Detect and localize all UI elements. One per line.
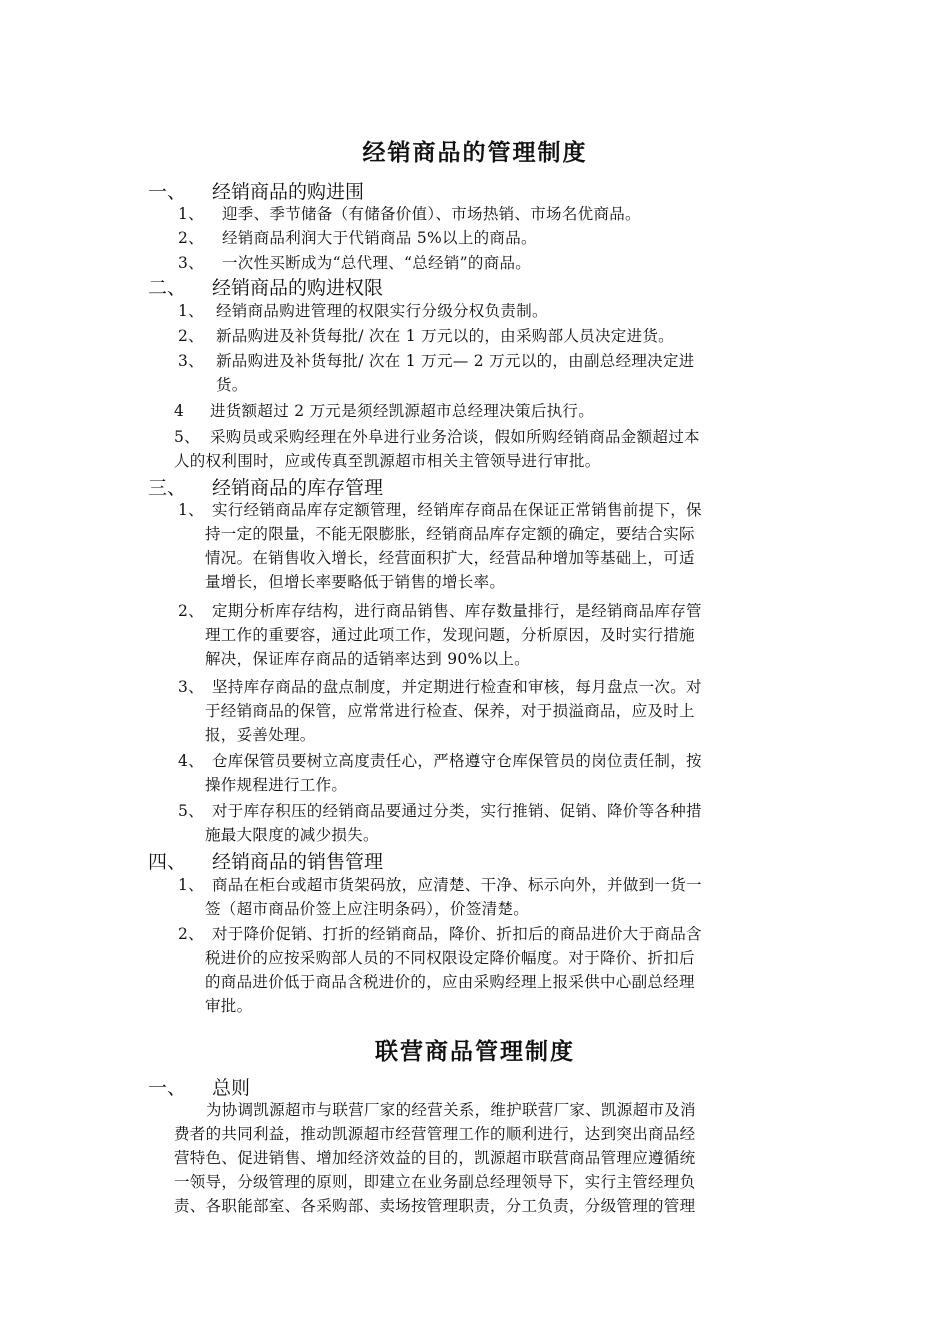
item-text: 于经销商品的保管，应常常进行检查、保养，对于损溢商品，应及时上 (205, 702, 695, 720)
item-text: 经销商品利润大于代销商品 5%以上的商品。 (222, 229, 537, 247)
doc-title-jingxiao: 经销商品的管理制度 (362, 139, 588, 166)
item-text: 新品购进及补货每批/ 次在 1 万元以的，由采购部人员决定进货。 (216, 327, 674, 345)
doc-title-lianying: 联营商品管理制度 (375, 1038, 575, 1065)
item-text: 的商品进价低于商品含税进价的，应由采购经理上报采供中心副总经理 (205, 973, 695, 991)
item-text: 商品在柜台或超市货架码放，应清楚、干净、标示向外，并做到一货一 (212, 876, 702, 894)
item-number: 2、 (178, 602, 204, 620)
section-number: 二、 (148, 277, 187, 299)
item-number: 1、 (178, 501, 204, 519)
list-item (178, 202, 641, 226)
section-heading-3 (148, 473, 383, 500)
item-text: 理工作的重要容，通过此项工作，发现问题，分析原因，及时实行措施 (205, 626, 695, 644)
item-number: 1、 (178, 302, 204, 320)
item-number: 1、 (178, 205, 204, 223)
section-heading-4 (148, 847, 383, 874)
item-number: 5、 (178, 802, 204, 820)
item-text: 货。 (216, 376, 248, 394)
list-item (178, 675, 702, 747)
item-text: 持一定的限量，不能无限膨胀，经销商品库存定额的确定，要结合实际 (205, 525, 695, 543)
section-title: 经销商品的购进权限 (212, 277, 384, 299)
item-text: 人的权利围时，应或传真至凯源超市相关主管领导进行审批。 (174, 452, 601, 470)
paragraph-line: 一领导，分级管理的原则，即建立在业务副总经理领导下，实行主管经理负 (174, 1173, 696, 1191)
item-text: 报，妥善处理。 (205, 726, 316, 744)
item-text: 定期分析库存结构，进行商品销售、库存数量排行，是经销商品库存管 (212, 602, 702, 620)
item-number: 5、 (174, 428, 200, 446)
section-number: 一、 (148, 1077, 187, 1099)
item-text: 量增长，但增长率要略低于销售的增长率。 (205, 573, 506, 591)
item-text: 解决，保证库存商品的适销率达到 90%以上。 (205, 650, 530, 668)
list-item (174, 425, 700, 473)
item-text: 新品购进及补货每批/ 次在 1 万元— 2 万元以的，由副总经理决定进 (216, 352, 695, 370)
section-title: 经销商品的库存管理 (212, 477, 384, 499)
item-text: 采购员或采购经理在外阜进行业务洽谈，假如所购经销商品金额超过本 (210, 428, 700, 446)
section-heading-general (148, 1073, 250, 1100)
paragraph-line: 营特色、促进销售、增加经济效益的目的，凯源超市联营商品管理应遵循统 (174, 1149, 696, 1167)
list-item (178, 498, 702, 594)
item-text: 税进价的应按采购部人员的不同权限设定降价幅度。对于降价、折扣后 (205, 949, 695, 967)
paragraph-line: 为协调凯源超市与联营厂家的经营关系，维护联营厂家、凯源超市及消 (206, 1101, 696, 1119)
list-item (174, 399, 594, 423)
list-item (178, 324, 674, 348)
list-item (178, 226, 537, 250)
section-heading-1 (148, 177, 364, 204)
item-number: 3、 (178, 254, 204, 272)
item-text: 施最大限度的减少损失。 (205, 826, 379, 844)
list-item (178, 749, 702, 797)
list-item (178, 349, 695, 397)
list-item (178, 599, 702, 671)
section-number: 一、 (148, 181, 187, 203)
item-number: 1、 (178, 876, 204, 894)
item-text: 实行经销商品库存定额管理，经销库存商品在保证正常销售前提下，保 (212, 501, 702, 519)
section-heading-2 (148, 273, 383, 300)
section-title: 经销商品的销售管理 (212, 851, 384, 873)
item-text: 操作规程进行工作。 (205, 776, 348, 794)
item-text: 情况。在销售收入增长，经营面积扩大，经营品种增加等基础上，可适 (205, 549, 695, 567)
item-text: 经销商品购进管理的权限实行分级分权负责制。 (216, 302, 548, 320)
section-number: 四、 (148, 851, 187, 873)
item-number: 3、 (178, 352, 204, 370)
paragraph-line: 费者的共同利益，推动凯源超市经营管理工作的顺利进行，达到突出商品经 (174, 1125, 696, 1143)
list-item (178, 799, 702, 847)
item-number: 4 (174, 402, 185, 420)
list-item (178, 299, 548, 323)
item-text: 迎季、季节储备（有储备价值）、市场热销、市场名优商品。 (222, 205, 641, 223)
item-number: 4、 (178, 752, 204, 770)
list-item (178, 922, 702, 1018)
item-text: 仓库保管员要树立高度责任心，严格遵守仓库保管员的岗位责任制，按 (212, 752, 702, 770)
section-title: 总则 (212, 1077, 251, 1099)
item-text: 一次性买断成为“总代理、“总经销”的商品。 (222, 254, 532, 272)
item-number: 2、 (178, 327, 204, 345)
paragraph-line: 责、各职能部室、各采购部、卖场按管理职责，分工负责，分级管理的管理 (174, 1197, 696, 1215)
item-number: 2、 (178, 229, 204, 247)
item-text: 签（超市商品价签上应注明条码），价签清楚。 (205, 900, 530, 918)
list-item (178, 873, 702, 921)
item-text: 对于降价促销、打折的经销商品，降价、折扣后的商品进价大于商品含 (212, 925, 702, 943)
item-text: 进货额超过 2 万元是须经凯源超市总经理决策后执行。 (210, 402, 595, 420)
item-text: 坚持库存商品的盘点制度，并定期进行检查和审核，每月盘点一次。对 (212, 678, 702, 696)
item-number: 3、 (178, 678, 204, 696)
general-paragraph (174, 1098, 696, 1218)
list-item (178, 251, 531, 275)
section-number: 三、 (148, 477, 187, 499)
item-number: 2、 (178, 925, 204, 943)
section-title: 经销商品的购进围 (212, 181, 365, 203)
item-text: 审批。 (205, 997, 253, 1015)
item-text: 对于库存积压的经销商品要通过分类，实行推销、促销、降价等各种措 (212, 802, 702, 820)
